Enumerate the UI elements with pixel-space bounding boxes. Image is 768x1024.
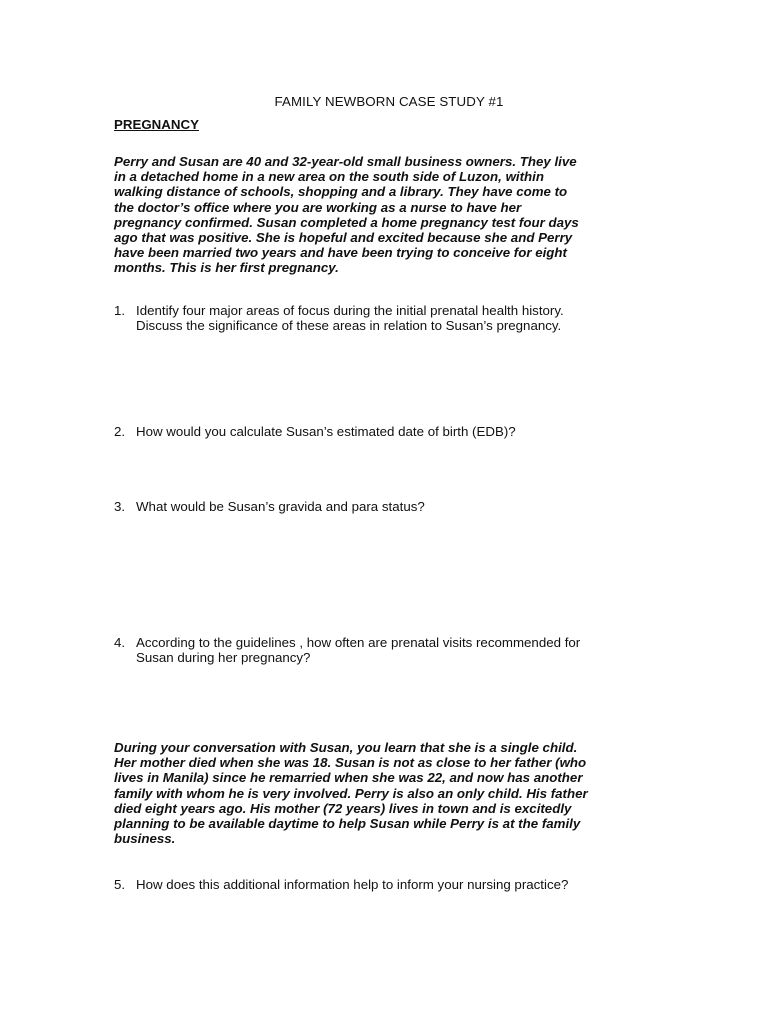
question-2 bbox=[114, 424, 654, 439]
question-number: 1. bbox=[114, 303, 126, 318]
section-heading-pregnancy: PREGNANCY bbox=[114, 117, 199, 132]
question-line: How would you calculate Susan’s estimated date of birth (EDB)? bbox=[136, 424, 516, 439]
narrative-line: planning to be available daytime to help Susan while Perry is at the family bbox=[114, 816, 581, 832]
question-line: Susan during her pregnancy? bbox=[136, 650, 311, 666]
question-number: 4. bbox=[114, 635, 126, 650]
narrative-line: have been married two years and have been trying to conceive for eight bbox=[114, 245, 567, 261]
narrative-line: business. bbox=[114, 831, 176, 847]
narrative-line: in a detached home in a new area on the south side of Luzon, within bbox=[114, 169, 544, 185]
question-line: What would be Susan’s gravida and para status? bbox=[136, 499, 425, 514]
question-line: Identify four major areas of focus during the initial prenatal health history. bbox=[136, 303, 564, 318]
question-number: 2. bbox=[114, 424, 126, 439]
question-line: How does this additional information help to inform your nursing practice? bbox=[136, 877, 569, 892]
question-number: 3. bbox=[114, 499, 126, 514]
question-number: 5. bbox=[114, 877, 126, 892]
question-line: Discuss the significance of these areas in relation to Susan’s pregnancy. bbox=[136, 318, 562, 334]
question-1 bbox=[114, 303, 654, 333]
question-text bbox=[136, 499, 654, 514]
narrative-line: ago that was positive. She is hopeful and excited because she and Perry bbox=[114, 230, 573, 246]
question-5 bbox=[114, 877, 654, 892]
narrative-line: died eight years ago. His mother (72 years) lives in town and is excitedly bbox=[114, 800, 572, 816]
narrative-line: lives in Manila) since he remarried when she was 22, and now has another bbox=[114, 770, 583, 786]
narrative-line: Perry and Susan are 40 and 32-year-old small business owners. They live bbox=[114, 154, 577, 169]
narrative-line: During your conversation with Susan, you learn that she is a single child. bbox=[114, 740, 578, 755]
narrative-line: pregnancy confirmed. Susan completed a home pregnancy test four days bbox=[114, 214, 579, 230]
case-narrative-intro bbox=[114, 154, 659, 276]
question-3 bbox=[114, 499, 654, 514]
narrative-line: the doctor’s office where you are working as a nurse to have her bbox=[114, 199, 522, 215]
question-text bbox=[136, 424, 654, 439]
question-line: According to the guidelines , how often are prenatal visits recommended for bbox=[136, 635, 581, 650]
narrative-line: months. This is her first pregnancy. bbox=[114, 260, 339, 276]
document-title: FAMILY NEWBORN CASE STUDY #1 bbox=[274, 94, 504, 109]
narrative-line: Her mother died when she was 18. Susan is not as close to her father (who bbox=[114, 755, 587, 771]
narrative-line: family with whom he is very involved. Perry is also an only child. His father bbox=[114, 785, 588, 801]
question-text bbox=[136, 635, 654, 665]
question-text bbox=[136, 303, 654, 333]
question-4 bbox=[114, 635, 654, 665]
case-narrative-family bbox=[114, 740, 659, 846]
question-text bbox=[136, 877, 654, 892]
narrative-line: walking distance of schools, shopping and a library. They have come to bbox=[114, 184, 568, 200]
